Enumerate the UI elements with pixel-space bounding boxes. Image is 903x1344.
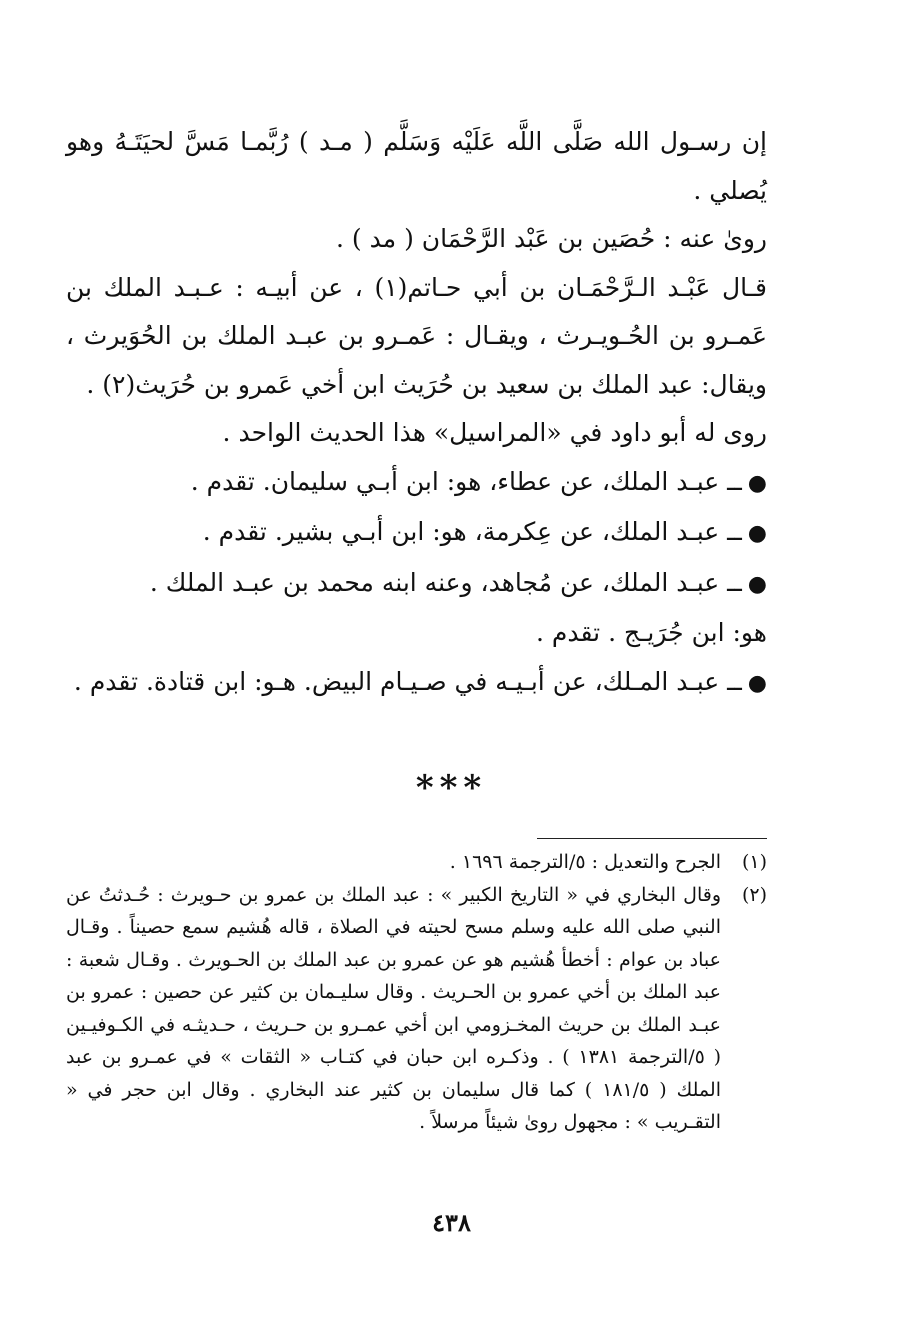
bullet-item (66, 658, 767, 709)
bullet-item (66, 559, 767, 610)
bullet-icon: ● (747, 470, 767, 496)
footnote-text: الجرح والتعديل : ٥/الترجمة ١٦٩٦ . (449, 851, 721, 873)
footnote-item (66, 846, 767, 879)
section-separator: *** (415, 768, 488, 808)
footnote-text: وقال البخاري في « التاريخ الكبير » : عبد الملك بن عمرو بن حـويرث : حُـدثتُ عن النبي صلى الله عليه وسلم مسح لحيته في الصلاة ، قاله هُشيم سمع حصيناً . وقـال عباد بن عوام : أخطأ هُشيم هو عن عمرو بن عبد الملك بن الحـويرث . وقـال شعبة : عبد الملك بن أخي عمرو بن الحـريث . وقال سليـمان بن كثير عن حصين : عمرو بن عبـد الملك بن حريث المخـزومي ابن أخي عمـرو بن حـريث ، حـديثـه في الكـوفيـين ( ٥/الترجمة ١٣٨١ ) . وذكـره ابن حبان في كتـاب « الثقات » في عمـرو بن عبد الملك ( ١٨١/٥ ) كما قال سليمان بن كثير عند البخاري . وقال ابن حجر في « التقـريب » : مجهول روىٰ شيئاً مرسلاً . (66, 883, 721, 1133)
bullet-icon: ● (747, 571, 767, 597)
bullet-text: ــ عبـد المـلك، عن أبـيـه في صـيـام البيض. هـو: ابن قتادة. تقدم . (73, 666, 742, 696)
bullet-icon: ● (747, 521, 767, 546)
main-text (66, 118, 767, 708)
bullet-text: ــ عبـد الملك، عن مُجاهد، وعنه ابنه محمد بن عبـد الملك . (149, 567, 742, 597)
name-paragraph: قـال عَبْـد الـرَّحْمَـان بن أبي حـاتم(١) ، عن أبيـه : عـبـد الملك بن عَمـرو بن الحُـويـرث ، ويقـال : عَمـرو بن عبـد الملك بن الحُوَيرث ، ويقال: عبد الملك بن سعيد بن حُرَيث ابن أخي عَمرو بن حُرَيث(٢) . (66, 272, 768, 399)
bullet-item (66, 508, 767, 559)
footnote-number: (١) (741, 851, 767, 873)
bullet-icon: ● (747, 670, 767, 696)
page-number: ٤٣٨ (432, 1208, 471, 1237)
footnotes (66, 846, 767, 1139)
bullet-continuation: هو: ابن جُرَيـج . تقدم . (536, 618, 767, 647)
footnote-item (66, 879, 767, 1139)
bullet-text: ــ عبـد الملك، عن عِكرمة، هو: ابن أبـي بشير. تقدم . (202, 517, 742, 546)
footnote-number: (٢) (741, 883, 767, 906)
bullet-text: ــ عبـد الملك، عن عطاء، هو: ابن أبـي سليمان. تقدم . (190, 466, 742, 496)
riwaya-line: روى له أبو داود في «المراسيل» هذا الحديث الواحد . (222, 418, 767, 447)
bullet-item (66, 458, 767, 509)
footnote-divider (537, 838, 767, 839)
main-line-1: إن رسـول الله صَلَّى اللَّه عَلَيْه وَسَلَّم ( مـد ) رُبَّمـا مَسَّ لحيَتَـهُ وهو يُصلي . (66, 127, 767, 205)
narrators-line: روىٰ عنه : حُصَين بن عَبْد الرَّحْمَان ( مد ) . (336, 224, 767, 253)
